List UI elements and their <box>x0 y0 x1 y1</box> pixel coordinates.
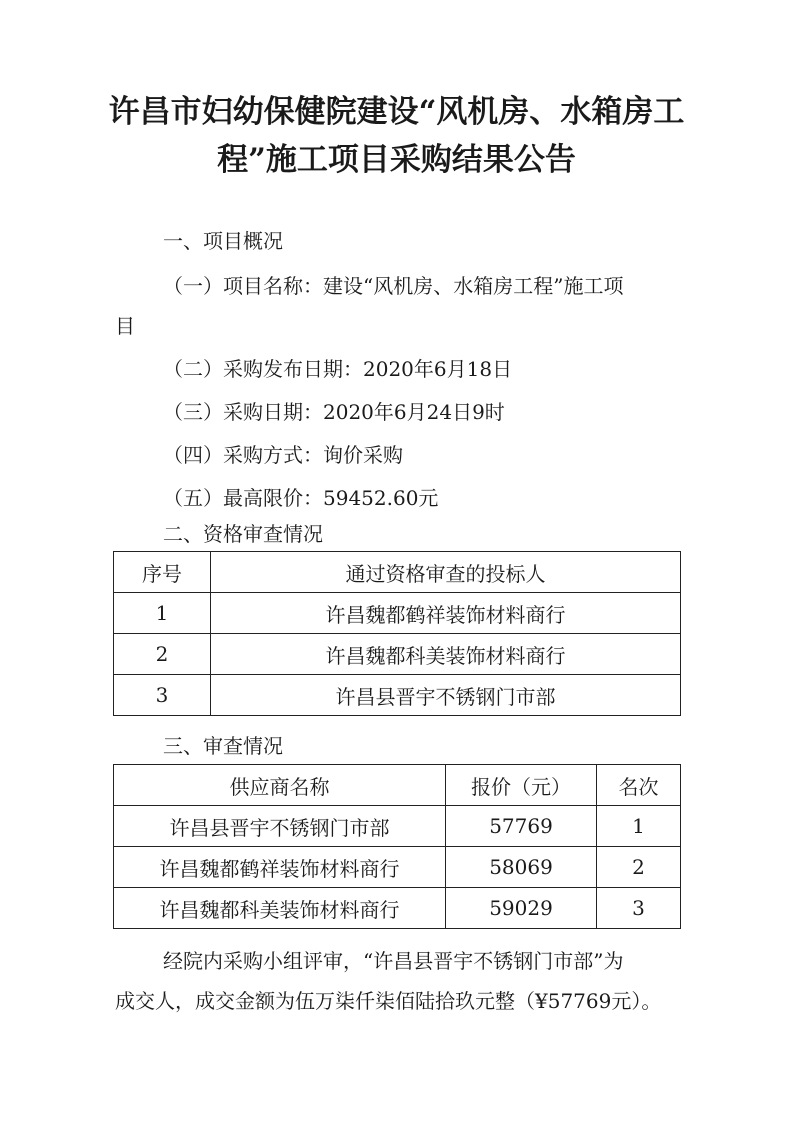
row-bidder: 许昌县晋宇不锈钢门市部 <box>211 675 681 716</box>
row-rank: 3 <box>597 888 681 929</box>
row-rank: 2 <box>597 847 681 888</box>
section-3-heading: 三、审查情况 <box>163 734 283 758</box>
table-header-row <box>114 765 681 806</box>
max-price: （五）最高限价：59452.60元 <box>163 486 439 510</box>
row-bidder: 许昌魏都科美装饰材料商行 <box>211 634 681 675</box>
review-table <box>113 764 681 929</box>
table-header-row <box>114 552 681 593</box>
row-bidder: 许昌魏都鹤祥装饰材料商行 <box>211 593 681 634</box>
row-supplier: 许昌县晋宇不锈钢门市部 <box>114 806 446 847</box>
project-name-line-1: （一）项目名称：建设“风机房、水箱房工程”施工项 <box>163 274 624 298</box>
table-row <box>114 888 681 929</box>
section-1-heading: 一、项目概况 <box>163 229 283 253</box>
section-2-heading: 二、资格审查情况 <box>163 522 323 546</box>
project-name-line-2: 目 <box>115 314 135 338</box>
conclusion-line-1: 经院内采购小组评审，“许昌县晋宇不锈钢门市部”为 <box>163 949 624 973</box>
column-header-supplier: 供应商名称 <box>114 765 446 806</box>
column-header-bidder: 通过资格审查的投标人 <box>211 552 681 593</box>
row-price: 59029 <box>446 888 597 929</box>
publish-date: （二）采购发布日期：2020年6月18日 <box>163 357 513 381</box>
row-supplier: 许昌魏都鹤祥装饰材料商行 <box>114 847 446 888</box>
procurement-method: （四）采购方式：询价采购 <box>163 443 403 467</box>
row-index: 1 <box>114 593 211 634</box>
row-supplier: 许昌魏都科美装饰材料商行 <box>114 888 446 929</box>
column-header-rank: 名次 <box>597 765 681 806</box>
row-price: 57769 <box>446 806 597 847</box>
qualification-table <box>113 551 681 716</box>
title-line-2: 程”施工项目采购结果公告 <box>217 142 576 178</box>
conclusion-line-2: 成交人，成交金额为伍万柒仟柒佰陆拾玖元整（¥57769元）。 <box>115 989 662 1013</box>
procurement-date: （三）采购日期：2020年6月24日9时 <box>163 400 505 424</box>
title-line-1: 许昌市妇幼保健院建设“风机房、水箱房工 <box>108 94 685 130</box>
table-row <box>114 675 681 716</box>
row-price: 58069 <box>446 847 597 888</box>
column-header-price: 报价（元） <box>446 765 597 806</box>
row-index: 2 <box>114 634 211 675</box>
table-row <box>114 806 681 847</box>
column-header-index: 序号 <box>114 552 211 593</box>
row-index: 3 <box>114 675 211 716</box>
row-rank: 1 <box>597 806 681 847</box>
table-row <box>114 593 681 634</box>
document-title <box>60 88 733 184</box>
table-row <box>114 634 681 675</box>
table-row <box>114 847 681 888</box>
